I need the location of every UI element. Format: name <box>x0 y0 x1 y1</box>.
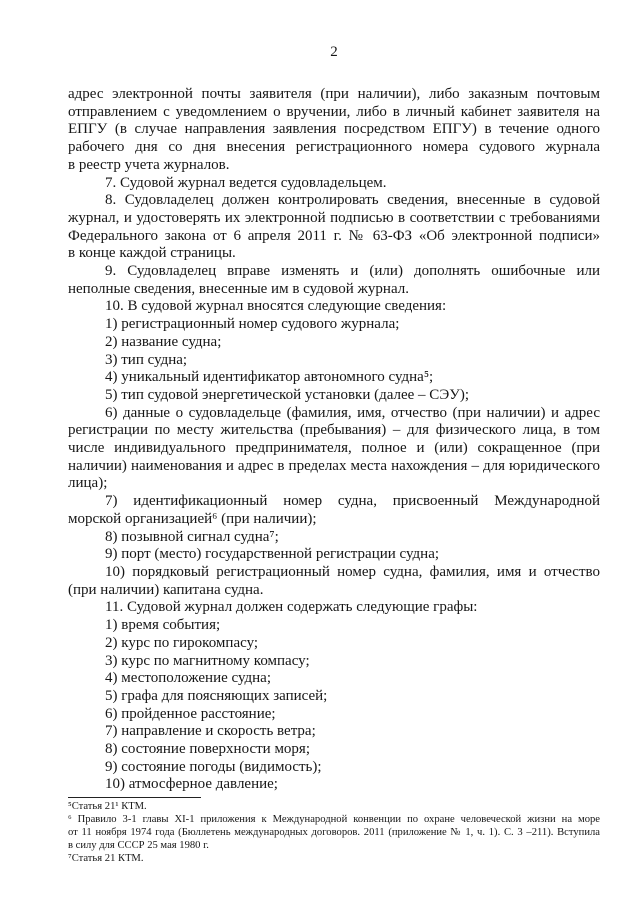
paragraph <box>68 352 600 370</box>
text-line: неполные сведения, внесенные им в судовой журнал. <box>68 280 409 297</box>
paragraph <box>68 635 600 653</box>
text-line: 1) время события; <box>105 617 221 634</box>
text-line: 9. Судовладелец вправе изменять и (или) дополнять ошибочные или <box>105 263 600 280</box>
text-line: ⁶ Правило 3-1 главы XI-1 приложения к Международной конвенции по охране человеческой жизни на море <box>68 814 600 825</box>
text-line: 8) состояние поверхности моря; <box>105 741 310 758</box>
paragraph <box>68 706 600 724</box>
paragraph <box>68 617 600 635</box>
paragraph <box>68 723 600 741</box>
paragraph <box>68 175 600 193</box>
text-line: 9) состояние погоды (видимость); <box>105 758 322 775</box>
paragraph <box>68 688 600 706</box>
text-line: от 11 ноября 1974 года (Бюллетень международных договоров. 2011 (приложение № 1, ч. 1). С. 3 –211). Вступила <box>68 827 600 838</box>
paragraph <box>68 670 600 688</box>
text-line: 4) уникальный идентификатор автономного судна⁵; <box>105 369 434 386</box>
text-line: в конце каждой страницы. <box>68 245 236 262</box>
text-line: регистрации по месту жительства (пребывания) – для физического лица, в том <box>68 422 600 439</box>
text-line: 9) порт (место) государственной регистрации судна; <box>105 546 440 563</box>
paragraph <box>68 493 600 528</box>
footnotes <box>68 800 600 865</box>
text-line: рабочего дня со дня внесения регистрационного номера судового журнала <box>68 139 600 156</box>
text-line: наличии) наименования и адрес в пределах места нахождения – для юридического <box>68 457 600 474</box>
text-line: отправлением с уведомлением о вручении, либо в личный кабинет заявителя на <box>68 103 600 120</box>
paragraph <box>68 776 600 794</box>
paragraph <box>68 529 600 547</box>
text-line: 8. Судовладелец должен контролировать сведения, внесенные в судовой <box>105 192 600 209</box>
text-line: лица); <box>68 475 108 492</box>
footnote <box>68 813 600 852</box>
text-line: 10) атмосферное давление; <box>105 776 278 793</box>
paragraph <box>68 599 600 617</box>
text-line: 7) направление и скорость ветра; <box>105 723 316 740</box>
text-line: 7. Судовой журнал ведется судовладельцем. <box>105 174 387 191</box>
paragraph <box>68 298 600 316</box>
text-line: 6) данные о судовладельце (фамилия, имя, отчество (при наличии) и адрес <box>105 404 600 421</box>
text-line: в силу для СССР 25 мая 1980 г. <box>68 840 209 851</box>
text-line: адрес электронной почты заявителя (при наличии), либо заказным почтовым <box>68 86 600 102</box>
text-line: 6) пройденное расстояние; <box>105 705 276 722</box>
text-line: 10) порядковый регистрационный номер судна, фамилия, имя и отчество <box>105 563 600 580</box>
text-line: в реестр учета журналов. <box>68 156 230 173</box>
text-line: 4) местоположение судна; <box>105 670 272 687</box>
text-line: 3) курс по магнитному компасу; <box>105 652 310 669</box>
text-line: 5) графа для поясняющих записей; <box>105 687 328 704</box>
footnote <box>68 800 600 813</box>
text-line: 10. В судовой журнал вносятся следующие сведения: <box>105 298 447 315</box>
text-line: (при наличии) капитана судна. <box>68 581 264 598</box>
text-line: 7) идентификационный номер судна, присвоенный Международной <box>105 493 600 510</box>
text-line: морской организацией⁶ (при наличии); <box>68 510 317 527</box>
page-number: 2 <box>330 44 338 60</box>
text-line: 8) позывной сигнал судна⁷; <box>105 528 279 545</box>
text-line: числе индивидуального предпринимателя, полное и (или) сокращенное (при <box>68 440 600 457</box>
paragraph-continued <box>68 86 600 175</box>
paragraph <box>68 741 600 759</box>
footnote <box>68 852 600 865</box>
paragraph <box>68 316 600 334</box>
paragraph <box>68 334 600 352</box>
footnote-separator <box>68 797 201 798</box>
paragraph <box>68 564 600 599</box>
text-line: ЕПГУ (в случае направления заявления посредством ЕПГУ) в течение одного <box>68 121 600 138</box>
paragraph <box>68 369 600 387</box>
paragraph <box>68 653 600 671</box>
paragraph <box>68 192 600 263</box>
text-line: 3) тип судна; <box>105 351 188 368</box>
text-line: 11. Судовой журнал должен содержать следующие графы: <box>105 599 478 616</box>
text-line: Федерального закона от 6 апреля 2011 г. № 63-ФЗ «Об электронной подписи» <box>68 227 600 244</box>
paragraph <box>68 263 600 298</box>
paragraph <box>68 405 600 494</box>
text-line: 2) название судна; <box>105 333 222 350</box>
paragraph <box>68 759 600 777</box>
text-line: 1) регистрационный номер судового журнала; <box>105 316 400 333</box>
paragraph <box>68 387 600 405</box>
main-text <box>68 86 600 794</box>
text-line: ⁷Статья 21 КТМ. <box>68 853 144 864</box>
text-line: ⁵Статья 21¹ КТМ. <box>68 801 147 812</box>
text-line: журнал, и удостоверять их электронной подписью в соответствии с требованиями <box>68 209 600 226</box>
text-line: 5) тип судовой энергетической установки (далее – СЭУ); <box>105 386 469 403</box>
text-line: 2) курс по гирокомпасу; <box>105 634 259 651</box>
paragraph <box>68 546 600 564</box>
